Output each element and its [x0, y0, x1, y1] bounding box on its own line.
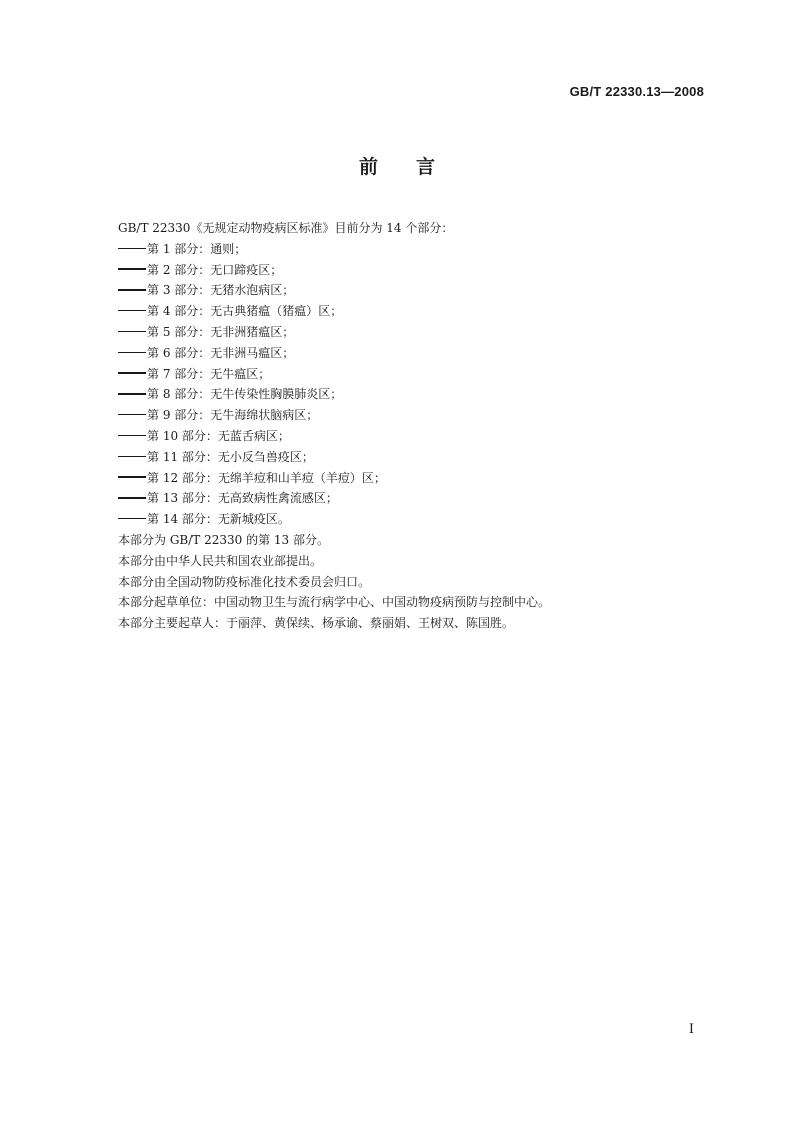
em-dash — [118, 414, 146, 416]
list-item — [118, 260, 718, 281]
part-label: 第 7 部分：无牛瘟区； — [147, 366, 271, 381]
part-label: 第 6 部分：无非洲马瘟区； — [147, 345, 295, 360]
list-item — [118, 280, 718, 301]
list-item — [118, 509, 718, 530]
list-item — [118, 426, 718, 447]
list-item — [118, 239, 718, 260]
part-label: 第 1 部分：通则； — [147, 241, 247, 256]
page-title-char-2: 言 — [416, 156, 436, 178]
part-label: 第 4 部分：无古典猪瘟（猪瘟）区； — [147, 304, 343, 319]
list-item — [118, 301, 718, 322]
em-dash — [118, 248, 146, 250]
statement-drafters: 本部分主要起草人：于丽萍、黄保续、杨承谕、蔡丽娟、王树双、陈国胜。 — [118, 616, 515, 631]
em-dash — [118, 476, 146, 478]
part-label: 第 12 部分：无绵羊痘和山羊痘（羊痘）区； — [147, 470, 386, 485]
em-dash — [118, 497, 146, 499]
list-item — [118, 343, 718, 364]
part-label: 第 8 部分：无牛传染性胸膜肺炎区； — [147, 387, 343, 402]
statement-part-number: 本部分为 GB/T 22330 的第 13 部分。 — [118, 532, 329, 547]
em-dash — [118, 289, 146, 291]
list-item — [118, 447, 718, 468]
em-dash — [118, 456, 146, 458]
statement-proposer: 本部分由中华人民共和国农业部提出。 — [118, 553, 323, 568]
part-label: 第 2 部分：无口蹄疫区； — [147, 262, 283, 277]
part-label: 第 5 部分：无非洲猪瘟区； — [147, 324, 295, 339]
em-dash — [118, 393, 146, 395]
part-label: 第 14 部分：无新城疫区。 — [147, 512, 290, 527]
em-dash — [118, 518, 146, 520]
part-label: 第 11 部分：无小反刍兽疫区； — [147, 449, 314, 464]
em-dash — [118, 310, 146, 312]
page-title-char-1: 前 — [358, 156, 378, 178]
page-number: I — [688, 1022, 694, 1037]
standard-number: GB/T 22330.13—2008 — [569, 84, 704, 99]
part-label: 第 10 部分：无蓝舌病区； — [147, 428, 290, 443]
intro-paragraph: GB/T 22330《无规定动物疫病区标准》目前分为 14 个部分： — [118, 221, 454, 235]
page-title — [0, 152, 794, 179]
list-item — [118, 364, 718, 385]
list-item — [118, 468, 718, 489]
em-dash — [118, 372, 146, 374]
part-label: 第 3 部分：无猪水泡病区； — [147, 283, 295, 298]
statement-committee: 本部分由全国动物防疫标准化技术委员会归口。 — [118, 574, 371, 589]
foreword-body — [118, 218, 718, 634]
em-dash — [118, 331, 146, 333]
em-dash — [118, 268, 146, 270]
part-label: 第 9 部分：无牛海绵状脑病区； — [147, 408, 319, 423]
em-dash — [118, 352, 146, 354]
em-dash — [118, 435, 146, 437]
list-item — [118, 488, 718, 509]
list-item — [118, 322, 718, 343]
statement-drafting-units: 本部分起草单位：中国动物卫生与流行病学中心、中国动物疫病预防与控制中心。 — [118, 595, 551, 610]
list-item — [118, 405, 718, 426]
list-item — [118, 384, 718, 405]
part-label: 第 13 部分：无高致病性禽流感区； — [147, 491, 338, 506]
